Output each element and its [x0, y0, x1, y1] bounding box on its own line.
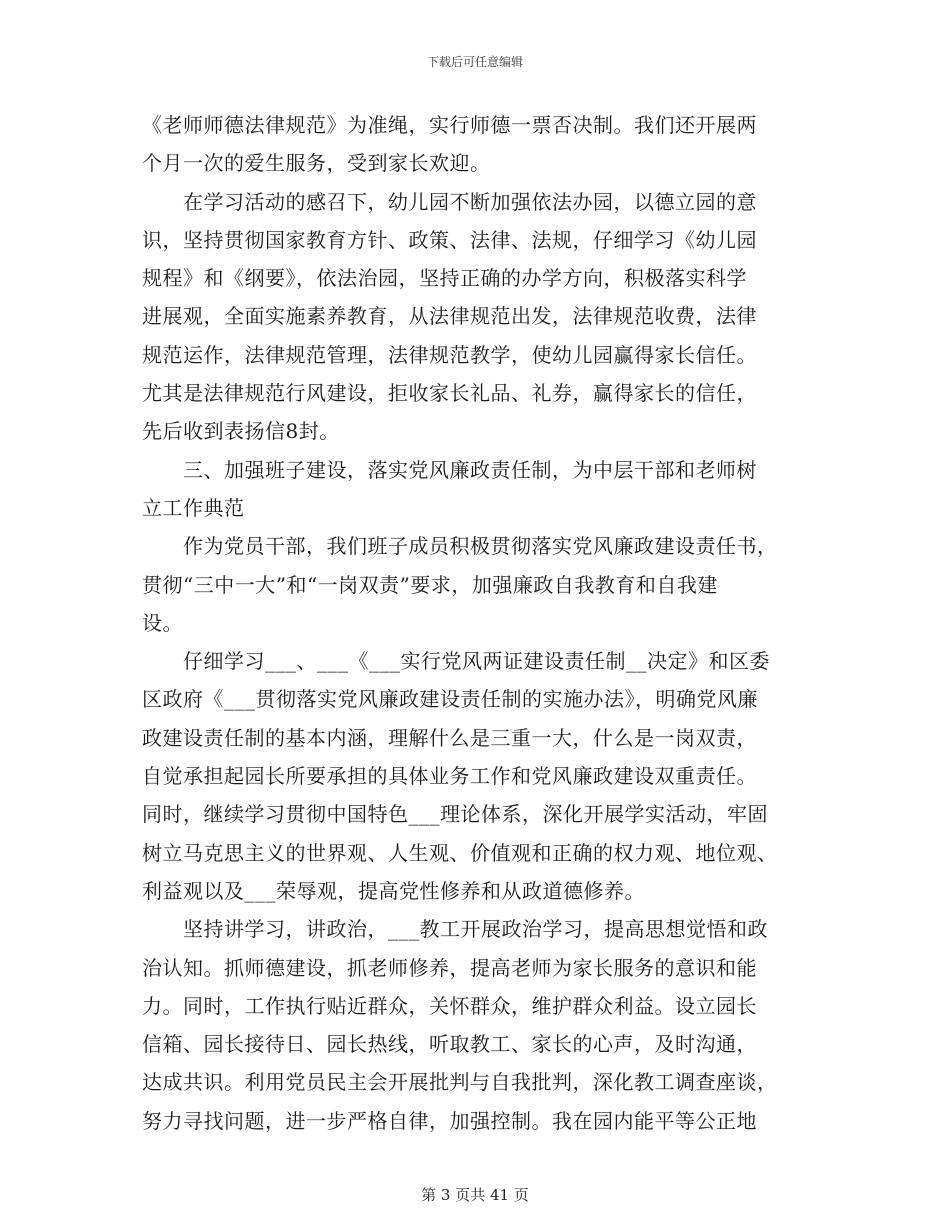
- text-line: 达成共识。利用党员民主会开展批判与自我批判，深化教工调查座谈，: [142, 1070, 778, 1095]
- text-line: 政建设责任制的基本内涵，理解什么是三重一大，什么是一岗双责，: [142, 725, 757, 750]
- text-line: 努力寻找问题，进一步严格自律，加强控制。我在园内能平等公正地: [142, 1108, 757, 1133]
- text-line: 先后收到表扬信8封。: [142, 419, 340, 444]
- text-line: 设。: [142, 610, 183, 635]
- text-line: 树立马克思主义的世界观、人生观、价值观和正确的权力观、地位观、: [142, 840, 778, 865]
- section-heading-line: 三、加强班子建设，落实党风廉政责任制，为中层干部和老师树: [142, 457, 757, 482]
- text-line: 力。同时，工作执行贴近群众，关怀群众，维护群众利益。设立园长: [142, 993, 757, 1018]
- text-line: 个月一次的爱生服务，受到家长欢迎。: [142, 151, 491, 176]
- text-line: 规范运作，法律规范管理，法律规范教学，使幼儿园赢得家长信任。: [142, 342, 757, 367]
- text-line: 仔细学习___、___《___实行党风两证建设责任制__决定》和区委: [142, 649, 770, 674]
- text-line: 《老师师德法律规范》为准绳，实行师德一票否决制。我们还开展两: [142, 113, 757, 137]
- text-line: 进展观，全面实施素养教育，从法律规范出发，法律规范收费，法律: [142, 304, 757, 329]
- document-body: [142, 106, 808, 1140]
- text-line: 在学习活动的感召下，幼儿园不断加强依法办园，以德立园的意: [142, 189, 757, 214]
- text-line: 作为党员干部，我们班子成员积极贯彻落实党风廉政建设责任书，: [142, 534, 778, 559]
- text-line: 同时，继续学习贯彻中国特色___理论体系，深化开展学实活动，牢固: [142, 802, 768, 827]
- text-line: 信箱、园长接待日、园长热线，听取教工、家长的心声，及时沟通，: [142, 1032, 757, 1057]
- page-number-footer: 第 3 页共 41 页: [421, 1186, 529, 1204]
- text-line: 贯彻“三中一大”和“一岗双责”要求，加强廉政自我教育和自我建: [142, 572, 718, 597]
- page-header-note: 下载后可任意编辑: [426, 55, 523, 69]
- text-line: 区政府《___贯彻落实党风廉政建设责任制的实施办法》，明确党风廉: [142, 687, 758, 712]
- text-line: 治认知。抓师德建设，抓老师修养，提高老师为家长服务的意识和能: [142, 955, 757, 980]
- section-heading-line: 立工作典范: [142, 495, 245, 520]
- text-line: 自觉承担起园长所要承担的具体业务工作和党风廉政建设双重责任。: [142, 764, 757, 789]
- text-line: 规程》和《纲要》，依法治园，坚持正确的办学方向，积极落实科学: [142, 266, 747, 291]
- text-line: 利益观以及___荣辱观，提高党性修养和从政道德修养。: [142, 878, 645, 903]
- text-line: 识，坚持贯彻国家教育方针、政策、法律、法规，仔细学习《幼儿园: [142, 227, 757, 252]
- text-line: 坚持讲学习，讲政治，___教工开展政治学习，提高思想觉悟和政: [142, 917, 768, 942]
- text-line: 尤其是法律规范行风建设，拒收家长礼品、礼券，赢得家长的信任，: [142, 381, 757, 406]
